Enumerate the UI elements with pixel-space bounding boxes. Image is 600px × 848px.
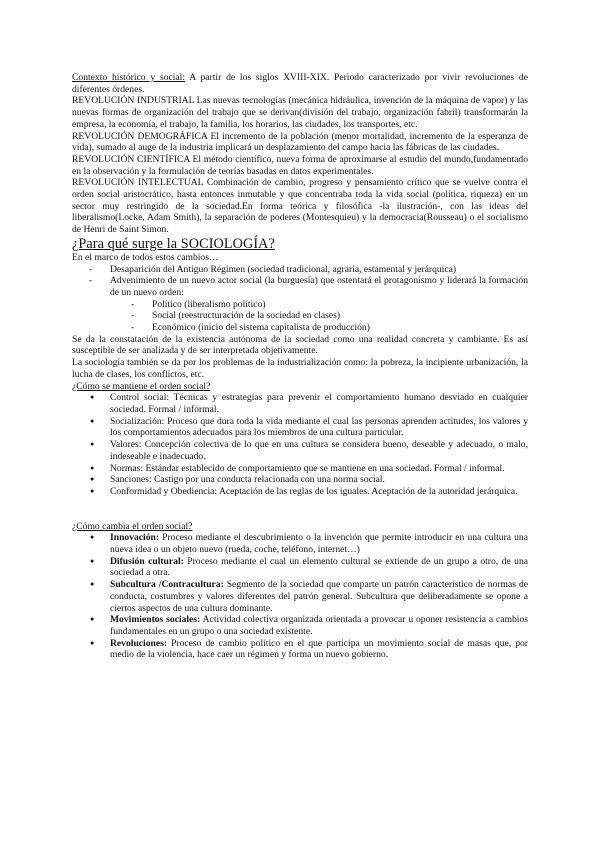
definition: Proceso mediante el descubrimiento o la invención que permite introducir en una cultura una nueva idea o un objeto nuevo (rueda, coche, teléfono, internet…)	[110, 532, 528, 556]
intro-text: En el marco de todos estos cambios…	[72, 251, 219, 263]
context-label: Contexto histórico y social:	[72, 72, 186, 83]
term: Innovación:	[110, 532, 160, 544]
list-item: - Desaparición del Antiguo Régimen (sociedad tradicional, agraria, estamental y jerárquica)	[110, 264, 528, 276]
list-item: ● Valores: Concepción colectiva de lo que en una cultura se considera bueno, deseable y adecuado, o malo, indeseable e inadecuado.	[110, 439, 528, 462]
list-item	[110, 556, 528, 579]
maintain-title: ¿Cómo se mantiene el orden social?	[72, 380, 211, 392]
context-paragraph	[72, 72, 528, 95]
list-item: ● Control social: Técnicas y estrategias para prevenir el comportamiento humano desviado en cualquier sociedad. Formal / informal.	[110, 392, 528, 415]
term: Difusión cultural:	[110, 555, 184, 567]
revolution-label: REVOLUCIÓN DEMOGRÁFICA	[72, 130, 208, 142]
list-item: - Político (liberalismo político)	[152, 299, 528, 311]
industrialization-paragraph: La sociología también se da por los problemas de la industrialización como: la pobreza, la incipiente urbanización, la lucha de clases, los conflictos, etc.	[72, 357, 528, 380]
term: Movimientos sociales:	[110, 614, 201, 626]
list-item: ● Sanciones: Castigo por una conducta relacionada con una norma social.	[110, 474, 528, 486]
revolution-label: REVOLUCIÓN INTELECTUAL	[72, 177, 204, 189]
list-item: ● Conformidad y Obediencia: Aceptación de las reglas de los iguales. Aceptación de la autoridad jerárquica.	[110, 486, 528, 498]
change-list	[72, 532, 528, 661]
change-title: ¿Cómo cambia el orden social?	[72, 520, 193, 532]
revolution-text: Las nuevas tecnologías (mecánica hidráulica, invención de la máquina de vapor) y las nuevas formas de organización del trabajo que se derivan(división del trabajo, organización fabril) transformarán la empresa, la economía, el trabajo, la familia, los horarios, las ciudades, los transportes, etc.	[72, 95, 528, 130]
list-item	[110, 638, 528, 661]
section-heading: ¿Para qué surge la SOCIOLOGÍA?	[72, 235, 275, 252]
list-item	[110, 532, 528, 555]
list-item: - Social (reestructuración de la sociedad en clases)	[152, 310, 528, 322]
list-item: ● Socialización: Proceso que dura toda la vida mediante el cual las personas aprenden actitudes, los valores y los comportamientos adecuados para los miembros de una cultura particular.	[110, 416, 528, 439]
term: Revoluciones:	[110, 637, 168, 649]
maintain-list	[72, 392, 528, 497]
spacer	[72, 498, 528, 521]
definition: Proceso mediante el cual un elemento cultural se extiende de un grupo a otro, de una sociedad a otra.	[110, 555, 528, 579]
document-page	[72, 72, 528, 661]
changes-list	[72, 264, 528, 334]
revolution-scientific	[72, 154, 528, 177]
list-item	[110, 275, 528, 334]
definition: Proceso de cambio político en el que participa un movimiento social de masas que, por medio de la violencia, hace caer un régimen y forma un nuevo gobierno.	[110, 637, 528, 661]
list-item-text: Advenimiento de un nuevo actor social (la burguesía) que ostentará el protagonismo y liderará la formación de un nuevo orden:	[110, 275, 528, 298]
term: Subcultura /Contracultura:	[110, 579, 224, 591]
revolution-text: Combinación de cambio, progreso y pensamiento crítico que se vuelve contra el orden social aristocrático, hasta entonces inmutable y que concentraba toda la vida social (política, riqueza) en un sector muy restringido de la sociedad.En forma teórica y filosófica -la ilustración-, con las ideas del liberalismo(Locke, Adam Smith), la separación de poderes (Montesquieu) y la democracia(Rousseau) o el socialismo de Henri de Saint Simon.	[72, 177, 528, 236]
revolution-industrial	[72, 95, 528, 130]
list-item	[110, 579, 528, 614]
context-text: A partir de los siglos XVIII-XIX. Periodo caracterizado por vivir revoluciones de diferentes órdenes.	[72, 72, 528, 95]
revolution-label: REVOLUCIÓN CIENTÍFICA	[72, 153, 190, 165]
list-item: - Económico (inicio del sistema capitalista de producción)	[152, 322, 528, 334]
definition: Actividad colectiva organizada orientada a provocar u oponer resistencia a cambios fundamentales en un grupo o una sociedad existente.	[110, 614, 528, 637]
revolution-text: El método científico, nueva forma de aproximarse al estudio del mundo,fundamentado en la observación y la formulación de teorías basadas en datos experimentales.	[72, 153, 528, 177]
revolution-intellectual	[72, 177, 528, 236]
new-order-list	[110, 299, 528, 334]
revolution-demographic	[72, 131, 528, 154]
revolution-label: REVOLUCIÓN INDUSTRIAL	[72, 95, 195, 107]
revolution-text: El incremento de la población (menor mortalidad, incremento de la esperanza de vida), sumado al auge de la industria implicará un desplazamiento del campo hacia las fábricas de las ciudades.	[72, 130, 528, 154]
constatation-paragraph: Se da la constatación de la existencia autónoma de la sociedad como una realidad concreta y cambiante. Es así susceptible de ser analizada y de ser interpretada objetivamente.	[72, 333, 528, 357]
list-item	[110, 614, 528, 637]
list-item: ● Normas: Estándar establecido de comportamiento que se mantiene en una sociedad. Formal / informal.	[110, 463, 528, 475]
definition: Segmento de la sociedad que comparte un patrón característico de normas de conducta, costumbres y valores diferentes del patrón general. Subcultura que deliberadamente se opone a ciertos aspectos de una cultura dominante.	[110, 579, 528, 614]
